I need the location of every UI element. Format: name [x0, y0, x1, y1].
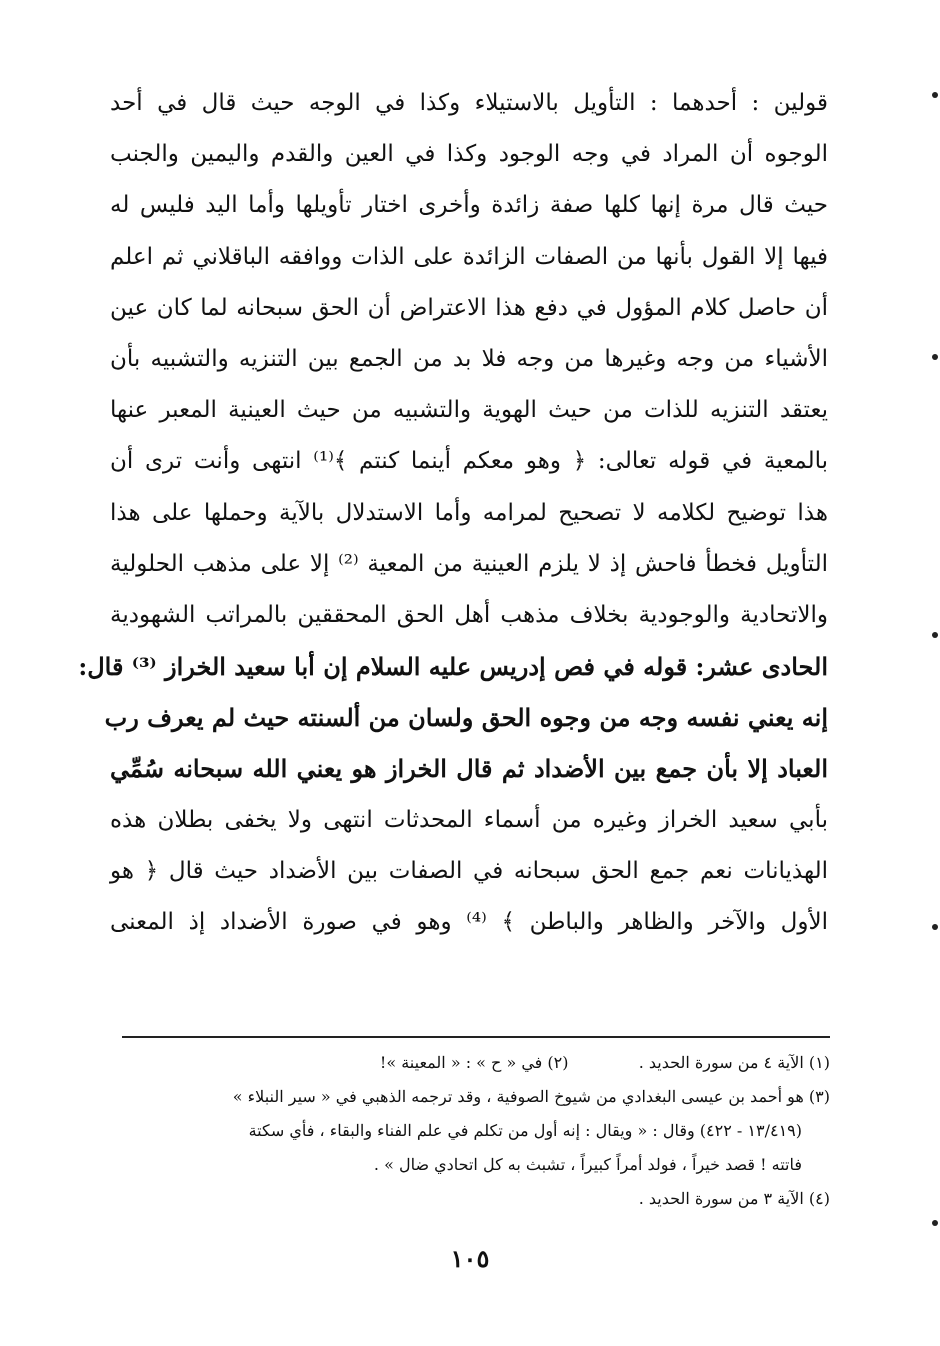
text-line: بأبي سعيد الخراز وغيره من أسماء المحدثات انتهى ولا يخفى بطلان هذه — [110, 806, 828, 833]
footnote-3-line-2: (١٣/٤١٩ - ٤٢٢) وقال : « ويقال : إنه أول من تكلم في علم الفناء والبقاء ، فأي سكتة — [248, 1121, 802, 1140]
scan-mark — [932, 1220, 938, 1226]
footnote-3-line-1: (٣) هو أحمد بن عيسى البغدادي من شيوخ الصوفية ، وقد ترجمه الذهبي في « سير النبلاء » — [232, 1087, 830, 1106]
page-number: ١٠٥ — [450, 1244, 490, 1273]
text-line: حيث قال مرة إنها كلها صفة زائدة وأخرى اختار تأويلها وأما اليد فليس له — [110, 192, 828, 219]
text-line: قولين : أحدهما : التأويل بالاستيلاء وكذا في الوجه حيث قال في أحد — [110, 90, 828, 116]
text-line-bold: العباد إلا بأن جمع بين الأضداد ثم قال الخراز هو يعني الله سبحانه سُمِّي — [110, 754, 828, 784]
text-line: الوجوه أن المراد في وجه الوجود وكذا في العين والقدم واليمين والجنب — [110, 141, 828, 168]
text-line: فيها إلا القول بأنها من الصفات الزائدة على الذات ووافقه الباقلاني ثم اعلم — [110, 243, 828, 270]
footnote-1: (١) الآية ٤ من سورة الحديد . — [638, 1053, 830, 1072]
footnote-2: (٢) في « ح » : « المعينة »! — [379, 1053, 569, 1072]
scan-mark — [932, 632, 938, 638]
scan-mark — [932, 354, 938, 360]
text-line: أن حاصل كلام المؤول في دفع هذا الاعتراض أن الحق سبحانه لما كان عين — [110, 294, 828, 321]
text-line: يعتقد التنزيه للذات من حيث الهوية والتشبيه من حيث العينية المعبر عنها — [110, 397, 828, 424]
footnotes — [118, 1046, 830, 1216]
text-line: الهذيانات نعم جمع الحق سبحانه في الصفات بين الأضداد حيث قال ﴿ هو — [110, 857, 828, 884]
footnote-line — [118, 1046, 830, 1080]
footnote-separator — [122, 1036, 830, 1038]
text-line: التأويل فخطأ فاحش إذ لا يلزم العينية من المعية ⁽²⁾ إلا على مذهب الحلولية — [110, 550, 828, 577]
text-line: الأول والآخر والظاهر والباطن ﴾ ⁽⁴⁾ وهو في صورة الأضداد إذ المعنى — [110, 909, 828, 935]
text-line-bold: إنه يعني نفسه وجه من وجوه الحق ولسان من ألسنته حيث لم يعرف رب — [104, 703, 828, 733]
text-line: بالمعية في قوله تعالى: ﴿ وهو معكم أينما كنتم ﴾⁽¹⁾ انتهى وأنت ترى أن — [110, 448, 828, 475]
footnote-4: (٤) الآية ٣ من سورة الحديد . — [638, 1189, 830, 1208]
text-line: الأشياء من وجه وغيرها من وجه فلا بد من الجمع بين التنزيه والتشبيه بأن — [110, 345, 828, 372]
text-line: والاتحادية والوجودية بخلاف مذهب أهل الحق المحققين بالمراتب الشهودية — [110, 601, 828, 628]
scan-mark — [932, 924, 938, 930]
footnote-3-line-3: فاتته ! قصد خيراً ، فولد أمراً كبيراً ، تشبث به كل اتحادي ضال » . — [373, 1155, 802, 1174]
main-text — [78, 78, 828, 948]
text-line-bold: الحادى عشر: قوله في فص إدريس عليه السلام إن أبا سعيد الخراز ⁽³⁾ قال: — [78, 652, 828, 682]
scan-mark — [932, 92, 938, 98]
text-line: هذا توضيح لكلامه لا تصحيح لمرامه وأما الاستدلال بالآية وحملها على هذا — [110, 499, 828, 526]
